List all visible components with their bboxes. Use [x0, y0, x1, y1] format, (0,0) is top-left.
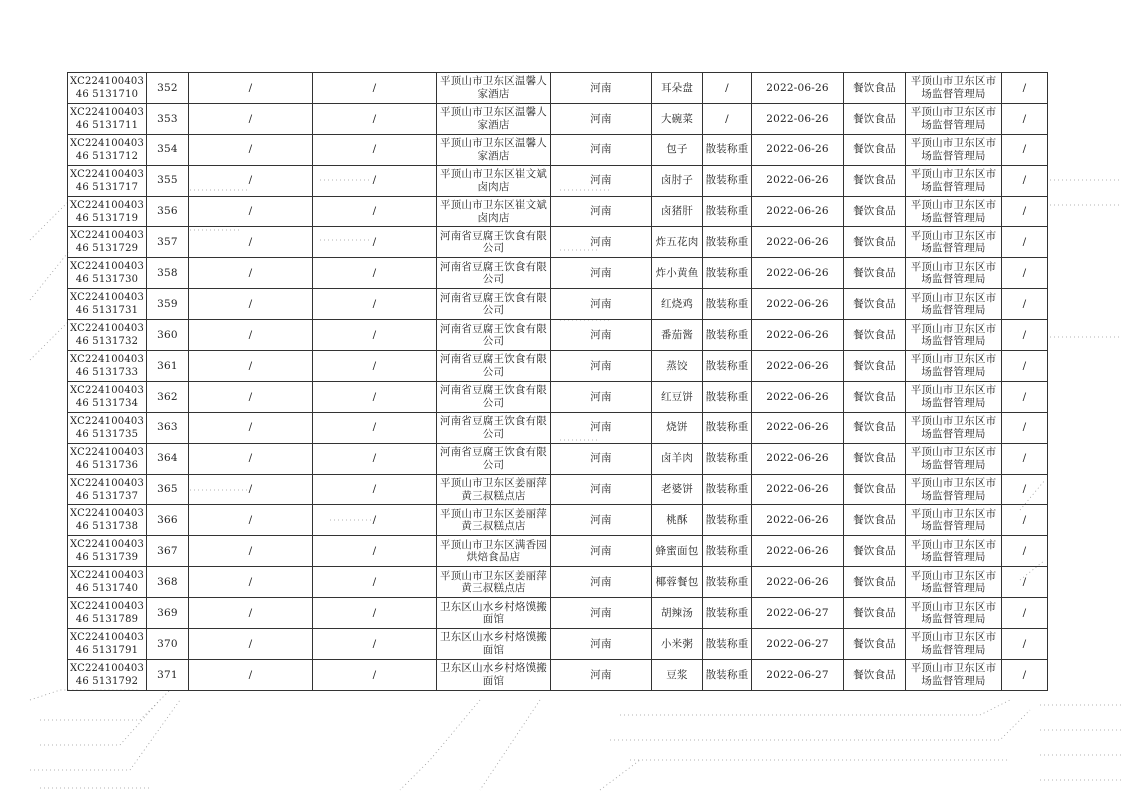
sampled-entity-cell: 河南省豆腐王饮食有限公司	[437, 351, 551, 382]
food-category-cell: 餐饮食品	[844, 598, 906, 629]
row-number-cell: 371	[147, 659, 189, 690]
food-name-cell: 包子	[652, 134, 703, 165]
packaging-cell: 散装称重	[703, 474, 752, 505]
remark-cell: /	[1002, 659, 1048, 690]
sampled-entity-cell: 河南省豆腐王饮食有限公司	[437, 412, 551, 443]
remark-cell: /	[1002, 134, 1048, 165]
task-source-cell: 平顶山市卫东区市场监督管理局	[906, 567, 1002, 598]
blank-field-cell: /	[313, 165, 437, 196]
sampling-date-cell: 2022-06-26	[752, 196, 844, 227]
blank-field-cell: /	[189, 505, 313, 536]
row-number-cell: 367	[147, 536, 189, 567]
packaging-cell: 散装称重	[703, 598, 752, 629]
province-cell: 河南	[551, 289, 652, 320]
blank-field-cell: /	[313, 73, 437, 104]
sample-code-cell: XC22410040346 5131729	[68, 227, 147, 258]
sample-code-cell: XC22410040346 5131789	[68, 598, 147, 629]
food-category-cell: 餐饮食品	[844, 103, 906, 134]
table-row	[68, 505, 1048, 536]
province-cell: 河南	[551, 443, 652, 474]
packaging-cell: 散装称重	[703, 165, 752, 196]
packaging-cell: 散装称重	[703, 351, 752, 382]
food-name-cell: 卤肘子	[652, 165, 703, 196]
sampled-entity-cell: 河南省豆腐王饮食有限公司	[437, 289, 551, 320]
table-row	[68, 536, 1048, 567]
packaging-cell: 散装称重	[703, 567, 752, 598]
task-source-cell: 平顶山市卫东区市场监督管理局	[906, 196, 1002, 227]
blank-field-cell: /	[313, 227, 437, 258]
sample-code-cell: XC22410040346 5131738	[68, 505, 147, 536]
food-category-cell: 餐饮食品	[844, 412, 906, 443]
blank-field-cell: /	[313, 196, 437, 227]
row-number-cell: 353	[147, 103, 189, 134]
sampling-date-cell: 2022-06-26	[752, 320, 844, 351]
remark-cell: /	[1002, 629, 1048, 660]
sampling-date-cell: 2022-06-27	[752, 598, 844, 629]
sampling-date-cell: 2022-06-26	[752, 567, 844, 598]
province-cell: 河南	[551, 73, 652, 104]
blank-field-cell: /	[189, 381, 313, 412]
table-row	[68, 351, 1048, 382]
sampled-entity-cell: 卫东区山水乡村烙馍搬面馆	[437, 598, 551, 629]
blank-field-cell: /	[189, 289, 313, 320]
blank-field-cell: /	[189, 412, 313, 443]
blank-field-cell: /	[313, 412, 437, 443]
province-cell: 河南	[551, 227, 652, 258]
sample-code-cell: XC22410040346 5131733	[68, 351, 147, 382]
sample-code-cell: XC22410040346 5131732	[68, 320, 147, 351]
packaging-cell: 散装称重	[703, 443, 752, 474]
blank-field-cell: /	[189, 536, 313, 567]
sample-code-cell: XC22410040346 5131735	[68, 412, 147, 443]
row-number-cell: 369	[147, 598, 189, 629]
food-name-cell: 蜂蜜面包	[652, 536, 703, 567]
remark-cell: /	[1002, 103, 1048, 134]
food-name-cell: 大碗菜	[652, 103, 703, 134]
blank-field-cell: /	[189, 598, 313, 629]
food-category-cell: 餐饮食品	[844, 227, 906, 258]
sampling-date-cell: 2022-06-27	[752, 659, 844, 690]
province-cell: 河南	[551, 505, 652, 536]
sampled-entity-cell: 河南省豆腐王饮食有限公司	[437, 320, 551, 351]
blank-field-cell: /	[189, 165, 313, 196]
table-row	[68, 443, 1048, 474]
row-number-cell: 361	[147, 351, 189, 382]
remark-cell: /	[1002, 258, 1048, 289]
province-cell: 河南	[551, 258, 652, 289]
sampling-date-cell: 2022-06-26	[752, 474, 844, 505]
remark-cell: /	[1002, 474, 1048, 505]
sample-code-cell: XC22410040346 5131734	[68, 381, 147, 412]
sample-code-cell: XC22410040346 5131737	[68, 474, 147, 505]
row-number-cell: 368	[147, 567, 189, 598]
blank-field-cell: /	[313, 659, 437, 690]
task-source-cell: 平顶山市卫东区市场监督管理局	[906, 227, 1002, 258]
task-source-cell: 平顶山市卫东区市场监督管理局	[906, 134, 1002, 165]
blank-field-cell: /	[189, 567, 313, 598]
table-row	[68, 227, 1048, 258]
blank-field-cell: /	[189, 659, 313, 690]
blank-field-cell: /	[313, 598, 437, 629]
sampled-entity-cell: 平顶山市卫东区崔文斌卤肉店	[437, 165, 551, 196]
food-name-cell: 桃酥	[652, 505, 703, 536]
blank-field-cell: /	[313, 289, 437, 320]
sample-code-cell: XC22410040346 5131739	[68, 536, 147, 567]
food-name-cell: 炸五花肉	[652, 227, 703, 258]
food-category-cell: 餐饮食品	[844, 196, 906, 227]
food-category-cell: 餐饮食品	[844, 505, 906, 536]
task-source-cell: 平顶山市卫东区市场监督管理局	[906, 598, 1002, 629]
sampling-date-cell: 2022-06-26	[752, 536, 844, 567]
task-source-cell: 平顶山市卫东区市场监督管理局	[906, 73, 1002, 104]
task-source-cell: 平顶山市卫东区市场监督管理局	[906, 320, 1002, 351]
sample-code-cell: XC22410040346 5131740	[68, 567, 147, 598]
table-row	[68, 598, 1048, 629]
blank-field-cell: /	[313, 381, 437, 412]
remark-cell: /	[1002, 381, 1048, 412]
blank-field-cell: /	[189, 73, 313, 104]
packaging-cell: 散装称重	[703, 381, 752, 412]
food-category-cell: 餐饮食品	[844, 351, 906, 382]
food-category-cell: 餐饮食品	[844, 258, 906, 289]
blank-field-cell: /	[313, 505, 437, 536]
blank-field-cell: /	[313, 474, 437, 505]
task-source-cell: 平顶山市卫东区市场监督管理局	[906, 351, 1002, 382]
blank-field-cell: /	[313, 103, 437, 134]
food-name-cell: 蒸饺	[652, 351, 703, 382]
sample-code-cell: XC22410040346 5131736	[68, 443, 147, 474]
task-source-cell: 平顶山市卫东区市场监督管理局	[906, 659, 1002, 690]
remark-cell: /	[1002, 289, 1048, 320]
row-number-cell: 360	[147, 320, 189, 351]
blank-field-cell: /	[189, 320, 313, 351]
sampled-entity-cell: 平顶山市卫东区姜丽萍黄三叔糕点店	[437, 505, 551, 536]
table-row	[68, 165, 1048, 196]
food-name-cell: 老婆饼	[652, 474, 703, 505]
table-row	[68, 567, 1048, 598]
blank-field-cell: /	[313, 443, 437, 474]
blank-field-cell: /	[189, 134, 313, 165]
blank-field-cell: /	[189, 629, 313, 660]
packaging-cell: 散装称重	[703, 320, 752, 351]
sample-code-cell: XC22410040346 5131791	[68, 629, 147, 660]
food-category-cell: 餐饮食品	[844, 165, 906, 196]
remark-cell: /	[1002, 598, 1048, 629]
sample-code-cell: XC22410040346 5131717	[68, 165, 147, 196]
food-name-cell: 胡辣汤	[652, 598, 703, 629]
food-category-cell: 餐饮食品	[844, 381, 906, 412]
row-number-cell: 354	[147, 134, 189, 165]
blank-field-cell: /	[313, 629, 437, 660]
sampled-entity-cell: 平顶山市卫东区姜丽萍黄三叔糕点店	[437, 567, 551, 598]
food-category-cell: 餐饮食品	[844, 289, 906, 320]
province-cell: 河南	[551, 536, 652, 567]
task-source-cell: 平顶山市卫东区市场监督管理局	[906, 474, 1002, 505]
row-number-cell: 352	[147, 73, 189, 104]
food-name-cell: 耳朵盘	[652, 73, 703, 104]
sampled-entity-cell: 河南省豆腐王饮食有限公司	[437, 443, 551, 474]
remark-cell: /	[1002, 443, 1048, 474]
sampling-date-cell: 2022-06-26	[752, 505, 844, 536]
food-name-cell: 番茄酱	[652, 320, 703, 351]
table-row	[68, 73, 1048, 104]
province-cell: 河南	[551, 351, 652, 382]
task-source-cell: 平顶山市卫东区市场监督管理局	[906, 629, 1002, 660]
table-row	[68, 258, 1048, 289]
table-row	[68, 412, 1048, 443]
sampling-date-cell: 2022-06-26	[752, 412, 844, 443]
table-row	[68, 134, 1048, 165]
sampled-entity-cell: 平顶山市卫东区姜丽萍黄三叔糕点店	[437, 474, 551, 505]
food-category-cell: 餐饮食品	[844, 659, 906, 690]
row-number-cell: 362	[147, 381, 189, 412]
sample-code-cell: XC22410040346 5131731	[68, 289, 147, 320]
sampled-entity-cell: 平顶山市卫东区崔文斌卤肉店	[437, 196, 551, 227]
food-category-cell: 餐饮食品	[844, 320, 906, 351]
sampled-entity-cell: 平顶山市卫东区温馨人家酒店	[437, 73, 551, 104]
task-source-cell: 平顶山市卫东区市场监督管理局	[906, 165, 1002, 196]
food-category-cell: 餐饮食品	[844, 443, 906, 474]
sampled-entity-cell: 平顶山市卫东区温馨人家酒店	[437, 134, 551, 165]
food-name-cell: 小米粥	[652, 629, 703, 660]
blank-field-cell: /	[189, 103, 313, 134]
packaging-cell: /	[703, 73, 752, 104]
table-row	[68, 320, 1048, 351]
sampled-entity-cell: 平顶山市卫东区温馨人家酒店	[437, 103, 551, 134]
task-source-cell: 平顶山市卫东区市场监督管理局	[906, 103, 1002, 134]
table-row	[68, 381, 1048, 412]
table-row	[68, 289, 1048, 320]
sample-code-cell: XC22410040346 5131792	[68, 659, 147, 690]
blank-field-cell: /	[189, 351, 313, 382]
food-name-cell: 椰蓉餐包	[652, 567, 703, 598]
row-number-cell: 359	[147, 289, 189, 320]
sample-code-cell: XC22410040346 5131710	[68, 73, 147, 104]
sampling-date-cell: 2022-06-26	[752, 351, 844, 382]
sample-code-cell: XC22410040346 5131730	[68, 258, 147, 289]
province-cell: 河南	[551, 165, 652, 196]
province-cell: 河南	[551, 320, 652, 351]
province-cell: 河南	[551, 381, 652, 412]
table-row	[68, 103, 1048, 134]
task-source-cell: 平顶山市卫东区市场监督管理局	[906, 412, 1002, 443]
remark-cell: /	[1002, 536, 1048, 567]
remark-cell: /	[1002, 196, 1048, 227]
province-cell: 河南	[551, 474, 652, 505]
sampling-date-cell: 2022-06-26	[752, 258, 844, 289]
province-cell: 河南	[551, 103, 652, 134]
sampling-date-cell: 2022-06-26	[752, 227, 844, 258]
food-name-cell: 红烧鸡	[652, 289, 703, 320]
task-source-cell: 平顶山市卫东区市场监督管理局	[906, 381, 1002, 412]
province-cell: 河南	[551, 134, 652, 165]
packaging-cell: 散装称重	[703, 227, 752, 258]
blank-field-cell: /	[189, 196, 313, 227]
remark-cell: /	[1002, 505, 1048, 536]
sample-code-cell: XC22410040346 5131712	[68, 134, 147, 165]
packaging-cell: /	[703, 103, 752, 134]
sampling-date-cell: 2022-06-26	[752, 73, 844, 104]
blank-field-cell: /	[313, 536, 437, 567]
sampled-entity-cell: 河南省豆腐王饮食有限公司	[437, 381, 551, 412]
remark-cell: /	[1002, 320, 1048, 351]
remark-cell: /	[1002, 351, 1048, 382]
sampling-date-cell: 2022-06-26	[752, 165, 844, 196]
packaging-cell: 散装称重	[703, 659, 752, 690]
task-source-cell: 平顶山市卫东区市场监督管理局	[906, 258, 1002, 289]
remark-cell: /	[1002, 73, 1048, 104]
row-number-cell: 366	[147, 505, 189, 536]
sampling-date-cell: 2022-06-27	[752, 629, 844, 660]
province-cell: 河南	[551, 598, 652, 629]
food-category-cell: 餐饮食品	[844, 474, 906, 505]
food-category-cell: 餐饮食品	[844, 73, 906, 104]
task-source-cell: 平顶山市卫东区市场监督管理局	[906, 505, 1002, 536]
province-cell: 河南	[551, 196, 652, 227]
food-category-cell: 餐饮食品	[844, 629, 906, 660]
remark-cell: /	[1002, 227, 1048, 258]
blank-field-cell: /	[189, 474, 313, 505]
sample-code-cell: XC22410040346 5131711	[68, 103, 147, 134]
row-number-cell: 363	[147, 412, 189, 443]
food-category-cell: 餐饮食品	[844, 536, 906, 567]
blank-field-cell: /	[313, 351, 437, 382]
task-source-cell: 平顶山市卫东区市场监督管理局	[906, 289, 1002, 320]
inspection-results-table	[67, 72, 1048, 691]
table-row	[68, 629, 1048, 660]
sampled-entity-cell: 河南省豆腐王饮食有限公司	[437, 258, 551, 289]
remark-cell: /	[1002, 165, 1048, 196]
row-number-cell: 364	[147, 443, 189, 474]
province-cell: 河南	[551, 629, 652, 660]
packaging-cell: 散装称重	[703, 412, 752, 443]
task-source-cell: 平顶山市卫东区市场监督管理局	[906, 536, 1002, 567]
packaging-cell: 散装称重	[703, 196, 752, 227]
sampling-date-cell: 2022-06-26	[752, 103, 844, 134]
food-name-cell: 卤羊肉	[652, 443, 703, 474]
row-number-cell: 365	[147, 474, 189, 505]
packaging-cell: 散装称重	[703, 629, 752, 660]
row-number-cell: 357	[147, 227, 189, 258]
blank-field-cell: /	[313, 567, 437, 598]
sampled-entity-cell: 平顶山市卫东区满香园烘焙食品店	[437, 536, 551, 567]
sampled-entity-cell: 河南省豆腐王饮食有限公司	[437, 227, 551, 258]
blank-field-cell: /	[313, 258, 437, 289]
packaging-cell: 散装称重	[703, 258, 752, 289]
blank-field-cell: /	[313, 320, 437, 351]
sampling-date-cell: 2022-06-26	[752, 134, 844, 165]
row-number-cell: 355	[147, 165, 189, 196]
table-row	[68, 659, 1048, 690]
food-name-cell: 炸小黄鱼	[652, 258, 703, 289]
remark-cell: /	[1002, 567, 1048, 598]
sampled-entity-cell: 卫东区山水乡村烙馍搬面馆	[437, 629, 551, 660]
sampling-date-cell: 2022-06-26	[752, 443, 844, 474]
sampled-entity-cell: 卫东区山水乡村烙馍搬面馆	[437, 659, 551, 690]
blank-field-cell: /	[189, 443, 313, 474]
blank-field-cell: /	[313, 134, 437, 165]
sampling-date-cell: 2022-06-26	[752, 289, 844, 320]
province-cell: 河南	[551, 412, 652, 443]
blank-field-cell: /	[189, 227, 313, 258]
food-category-cell: 餐饮食品	[844, 567, 906, 598]
food-name-cell: 烧饼	[652, 412, 703, 443]
row-number-cell: 370	[147, 629, 189, 660]
province-cell: 河南	[551, 659, 652, 690]
row-number-cell: 358	[147, 258, 189, 289]
table-row	[68, 196, 1048, 227]
food-name-cell: 红豆饼	[652, 381, 703, 412]
province-cell: 河南	[551, 567, 652, 598]
food-category-cell: 餐饮食品	[844, 134, 906, 165]
table-row	[68, 474, 1048, 505]
food-name-cell: 豆浆	[652, 659, 703, 690]
packaging-cell: 散装称重	[703, 289, 752, 320]
remark-cell: /	[1002, 412, 1048, 443]
packaging-cell: 散装称重	[703, 536, 752, 567]
sampling-date-cell: 2022-06-26	[752, 381, 844, 412]
packaging-cell: 散装称重	[703, 505, 752, 536]
blank-field-cell: /	[189, 258, 313, 289]
row-number-cell: 356	[147, 196, 189, 227]
food-name-cell: 卤猪肝	[652, 196, 703, 227]
packaging-cell: 散装称重	[703, 134, 752, 165]
task-source-cell: 平顶山市卫东区市场监督管理局	[906, 443, 1002, 474]
sample-code-cell: XC22410040346 5131719	[68, 196, 147, 227]
